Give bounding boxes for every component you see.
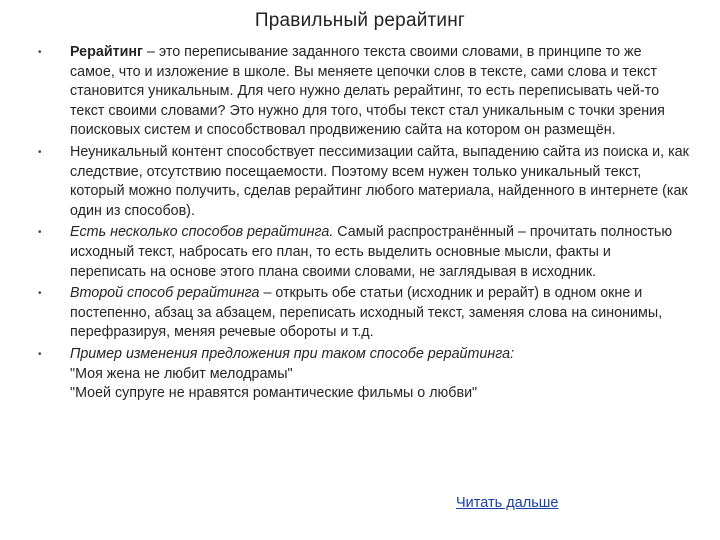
bullet-list <box>28 43 690 406</box>
list-item <box>28 143 690 221</box>
list-item <box>28 284 690 343</box>
list-item <box>28 223 690 282</box>
read-more-link[interactable]: Читать дальше <box>456 495 559 511</box>
bullet-icon: • <box>38 47 42 58</box>
list-item-text <box>70 223 690 282</box>
slide-title: Правильный рерайтинг <box>254 10 466 31</box>
example-heading: Пример изменения предложения при таком способе рерайтинга: <box>70 345 515 362</box>
bullet-icon: • <box>38 348 42 360</box>
bullet-icon: • <box>38 146 42 158</box>
example-rewritten: "Моей супруге не нравятся романтические фильмы о любви" <box>70 385 478 402</box>
term-rewriting: Рерайтинг <box>70 44 143 60</box>
list-item <box>28 345 690 404</box>
definition-text: – это переписывание заданного текста своими словами, в принципе то же самое, что и изложение в школе. Вы меняете цепочки слов в тексте, сами слова и текст становится уникальным. Для чего нужно делать рерайтинг, то есть переписывать чей-то текст своими словами? Это нужно для того, чтобы текст стал уникальным с точки зрения поисковых систем и способствовал продвижению сайта на котором он размещён. <box>70 44 665 139</box>
methods-heading: Есть несколько способов рерайтинга. <box>70 224 334 241</box>
bullet-icon: • <box>38 288 42 300</box>
list-item-text <box>70 143 690 221</box>
paragraph-text: – открыть обе статьи (исходник и рерайт) в одном окне и постепенно, абзац за абзацем, переписать исходный текст, заменяя слова на синонимы, перефразируя, меняя речевые обороты и т.д. <box>70 285 663 341</box>
second-method-heading: Второй способ рерайтинга <box>70 285 260 302</box>
paragraph-text: Самый распространённый – прочитать полностью исходный текст, набросать его план, то есть выделить основные мысли, факты и переписать на основе этого плана своими словами, не заглядывая в исходник. <box>70 224 673 280</box>
list-item-text <box>70 284 690 343</box>
example-original: "Моя жена не любит мелодрамы" <box>70 365 293 382</box>
list-item-text <box>70 345 690 404</box>
bullet-icon: • <box>38 227 42 239</box>
list-item-text <box>70 43 690 141</box>
list-item <box>28 43 690 141</box>
paragraph-text: Неуникальный контент способствует пессимизации сайта, выпадению сайта из поиска и, как следствие, отсутствию посещаемости. Поэтому всем нужен только уникальный текст, который можно получить, сделав рерайтинг любого материала, найденного в интернете (как один из способов). <box>70 143 689 219</box>
